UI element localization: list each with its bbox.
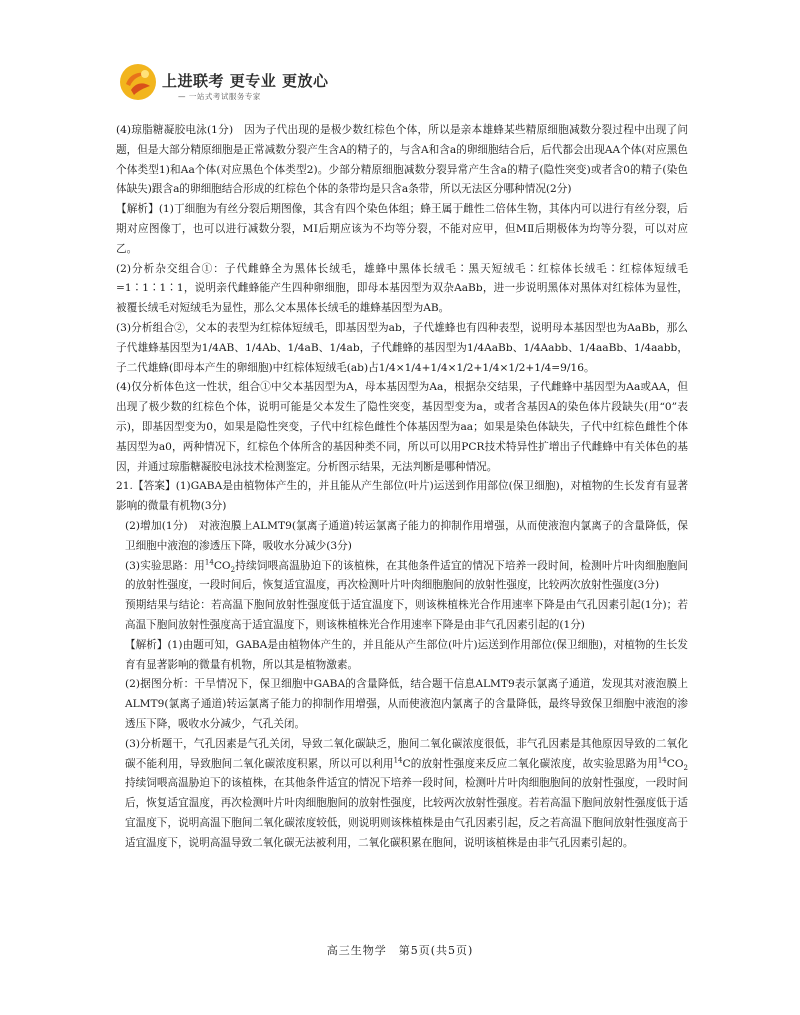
co2-formula: CO xyxy=(213,559,231,572)
q20-analysis-3: (3)分析组合②，父本的表型为红棕体短绒毛，即基因型为ab，子代雄蜂也有四种表型，说明母本基因型也为AaBb，那么子代雄蜂基因型为1/4AB、1/4Ab、1/4aB、1/4ab，子代雌蜂的基因型为1/4AaBb、1/4Aabb、1/4aaBb、1/4aabb，子二代雄蜂(即母本产生的卵细胞)中红棕体短绒毛(ab)占1/4×1/4+1/4×1/2+1/4×1/2+1/4=9/16。 xyxy=(116,321,688,374)
co2-subscript: 2 xyxy=(683,763,688,772)
q21-a3-text-rest: 持续饲喂高温胁迫下的该植株，在其他条件适宜的情况下培养一段时间，检测叶片叶肉细胞胞间的放射性强度，一段时间后，恢复适宜温度，再次检测叶片叶肉细胞胞间的放射性强度，比较两次放射性强度(3分) xyxy=(125,559,688,592)
logo-icon xyxy=(118,62,158,102)
q21-analysis-3 xyxy=(116,735,688,854)
q20-part4-answer: (4)琼脂糖凝胶电泳(1分) 因为子代出现的是极少数红棕色个体，所以是亲本雄蜂某些精原细胞减数分裂过程中出现了问题，但是大部分精原细胞是正常减数分裂产生含A的精子的，与含A和含a的卵细胞结合后，后代都会出现AA个体(对应黑色个体类型1)和Aa个体(对应黑色个体类型2)。少部分精原细胞减数分裂异常产生含a的精子(隐性突变)或者含0的精子(染色体缺失)跟含a的卵细胞结合形成的红棕色个体的条带均是只含a条带，所以无法区分哪种情况(2分) xyxy=(116,124,688,196)
q21-prediction: 预期结果与结论：若高温下胞间放射性强度低于适宜温度下，则该株植株光合作用速率下降是由气孔因素引起(1分)；若高温下胞间放射性强度高于适宜温度下，则该株植株光合作用速率下降是由非气孔因素引起的(1分) xyxy=(125,599,688,631)
header xyxy=(118,58,329,110)
q21-an3-text-rest: 持续饲喂高温胁迫下的该植株，在其他条件适宜的情况下培养一段时间，检测叶片叶肉细胞胞间的放射性强度，一段时间后，恢复适宜温度，再次检测叶片叶肉细胞胞间的放射性强度，比较两次放射性强度。若若高温下胞间放射性强度低于适宜温度下，说明高温下胞间二氧化碳浓度较低，则说明则该株植株是由气孔因素引起，反之若高温下胞间放射性强度高于适宜温度下，说明高温导致二氧化碳无法被利用，二氧化碳积累在胞间，说明该植株是由非气孔因素引起的。 xyxy=(125,777,688,849)
q21-answer-1-text: (1)GABA是由植物体产生的，并且能从产生部位(叶片)运送到作用部位(保卫细胞)，对植物的生长发育有显著影响的微量有机物(3分) xyxy=(116,480,688,513)
q21-answer-1 xyxy=(116,477,688,517)
isotope-superscript: 14 xyxy=(657,755,667,764)
answer-content xyxy=(116,121,688,853)
co2-formula: CO xyxy=(666,757,684,770)
q21-analysis-2: (2)据图分析：干旱情况下，保卫细胞中GABA的含量降低，结合题干信息ALMT9表示氯离子通道，发现其对液泡膜上ALMT9(氯离子通道)转运氯离子能力的抑制作用增强，从而使液泡内氯离子的含量降低，最终导致保卫细胞中液泡的渗透压下降，吸收水分减少，气孔关闭。 xyxy=(125,678,688,730)
isotope-superscript: 14 xyxy=(393,755,403,764)
q20-analysis-4: (4)仅分析体色这一性状，组合①中父本基因型为A，母本基因型为Aa，根据杂交结果，子代雌蜂中基因型为Aa或AA，但出现了极少数的红棕色个体，说明可能是父本发生了隐性突变，基因型变为a，或者含基因A的染色体片段缺失(用“0”表示)，即基因型变为0，如果是隐性突变，子代中红棕色雌性个体基因型为aa；如果是染色体缺失，子代中红棕色雌性个体基因型为a0，两种情况下，红棕色个体所含的基因种类不同，所以可以用PCR技术特异性扩增出子代雌蜂中有关体色的基因，并通过琼脂糖凝胶电泳技术检测鉴定。分析图示结果，无法判断是哪种情况。 xyxy=(116,381,688,473)
q20-analysis-1: 【解析】(1)丁细胞为有丝分裂后期图像，其含有四个染色体组；蜂王属于雌性二倍体生物，其体内可以进行有丝分裂，后期对应图像丁，也可以进行减数分裂，MⅠ后期应该为不均等分裂，不能对应甲，但MⅡ后期极体为均等分裂，可以对应乙。 xyxy=(116,203,688,255)
isotope-superscript: 14 xyxy=(204,558,214,566)
q20-analysis-2: (2)分析杂交组合①：子代雌蜂全为黑体长绒毛，雄蜂中黑体长绒毛∶黑天短绒毛∶红棕体长绒毛∶红棕体短绒毛=1∶1∶1∶1，说明亲代雌蜂能产生四种卵细胞，即母本基因型为双杂AaBb，进一步说明黑体对黑体对红棕体为显性，被覆长绒毛对短绒毛为显性，那么父本黑体长绒毛的雄蜂基因型为AB。 xyxy=(116,262,688,315)
q21-an3-text: (3)分析题干，气孔因素是气孔关闭，导致二氧化碳缺乏，胞间二氧化碳浓度很低，非气孔因素是其他原因导致的二氧化碳不能利用，导致胞间二氧化碳浓度积累，所以可以利用 xyxy=(125,737,688,770)
q21-answer-2: (2)增加(1分) 对液泡膜上ALMT9(氯离子通道)转运氯离子能力的抑制作用增强，从而使液泡内氯离子的含量降低，保卫细胞中液泡的渗透压下降，吸收水分减少(3分) xyxy=(125,519,688,552)
brand-tagline: — 一站式考试服务专家 xyxy=(178,92,261,101)
brand-slogan: 上进联考 更专业 更放心 xyxy=(162,72,329,90)
q21-answer-label: 21.【答案】 xyxy=(116,480,176,493)
q21-a3-text: (3)实验思路：用 xyxy=(125,559,205,572)
co2-subscript: 2 xyxy=(230,565,236,574)
q21-analysis-1: 【解析】(1)由题可知，GABA是由植物体产生的，并且能从产生部位(叶片)运送到作用部位(保卫细胞)，对植物的生长发育有显著影响的微量有机物，所以其是植物激素。 xyxy=(125,638,688,671)
q21-an3-text-mid: C的放射性强度来反应二氧化碳浓度，故实验思路为用 xyxy=(402,757,658,770)
page-footer: 高三生物学 第5页(共5页) xyxy=(326,944,474,957)
q21-answer-3 xyxy=(116,557,688,597)
